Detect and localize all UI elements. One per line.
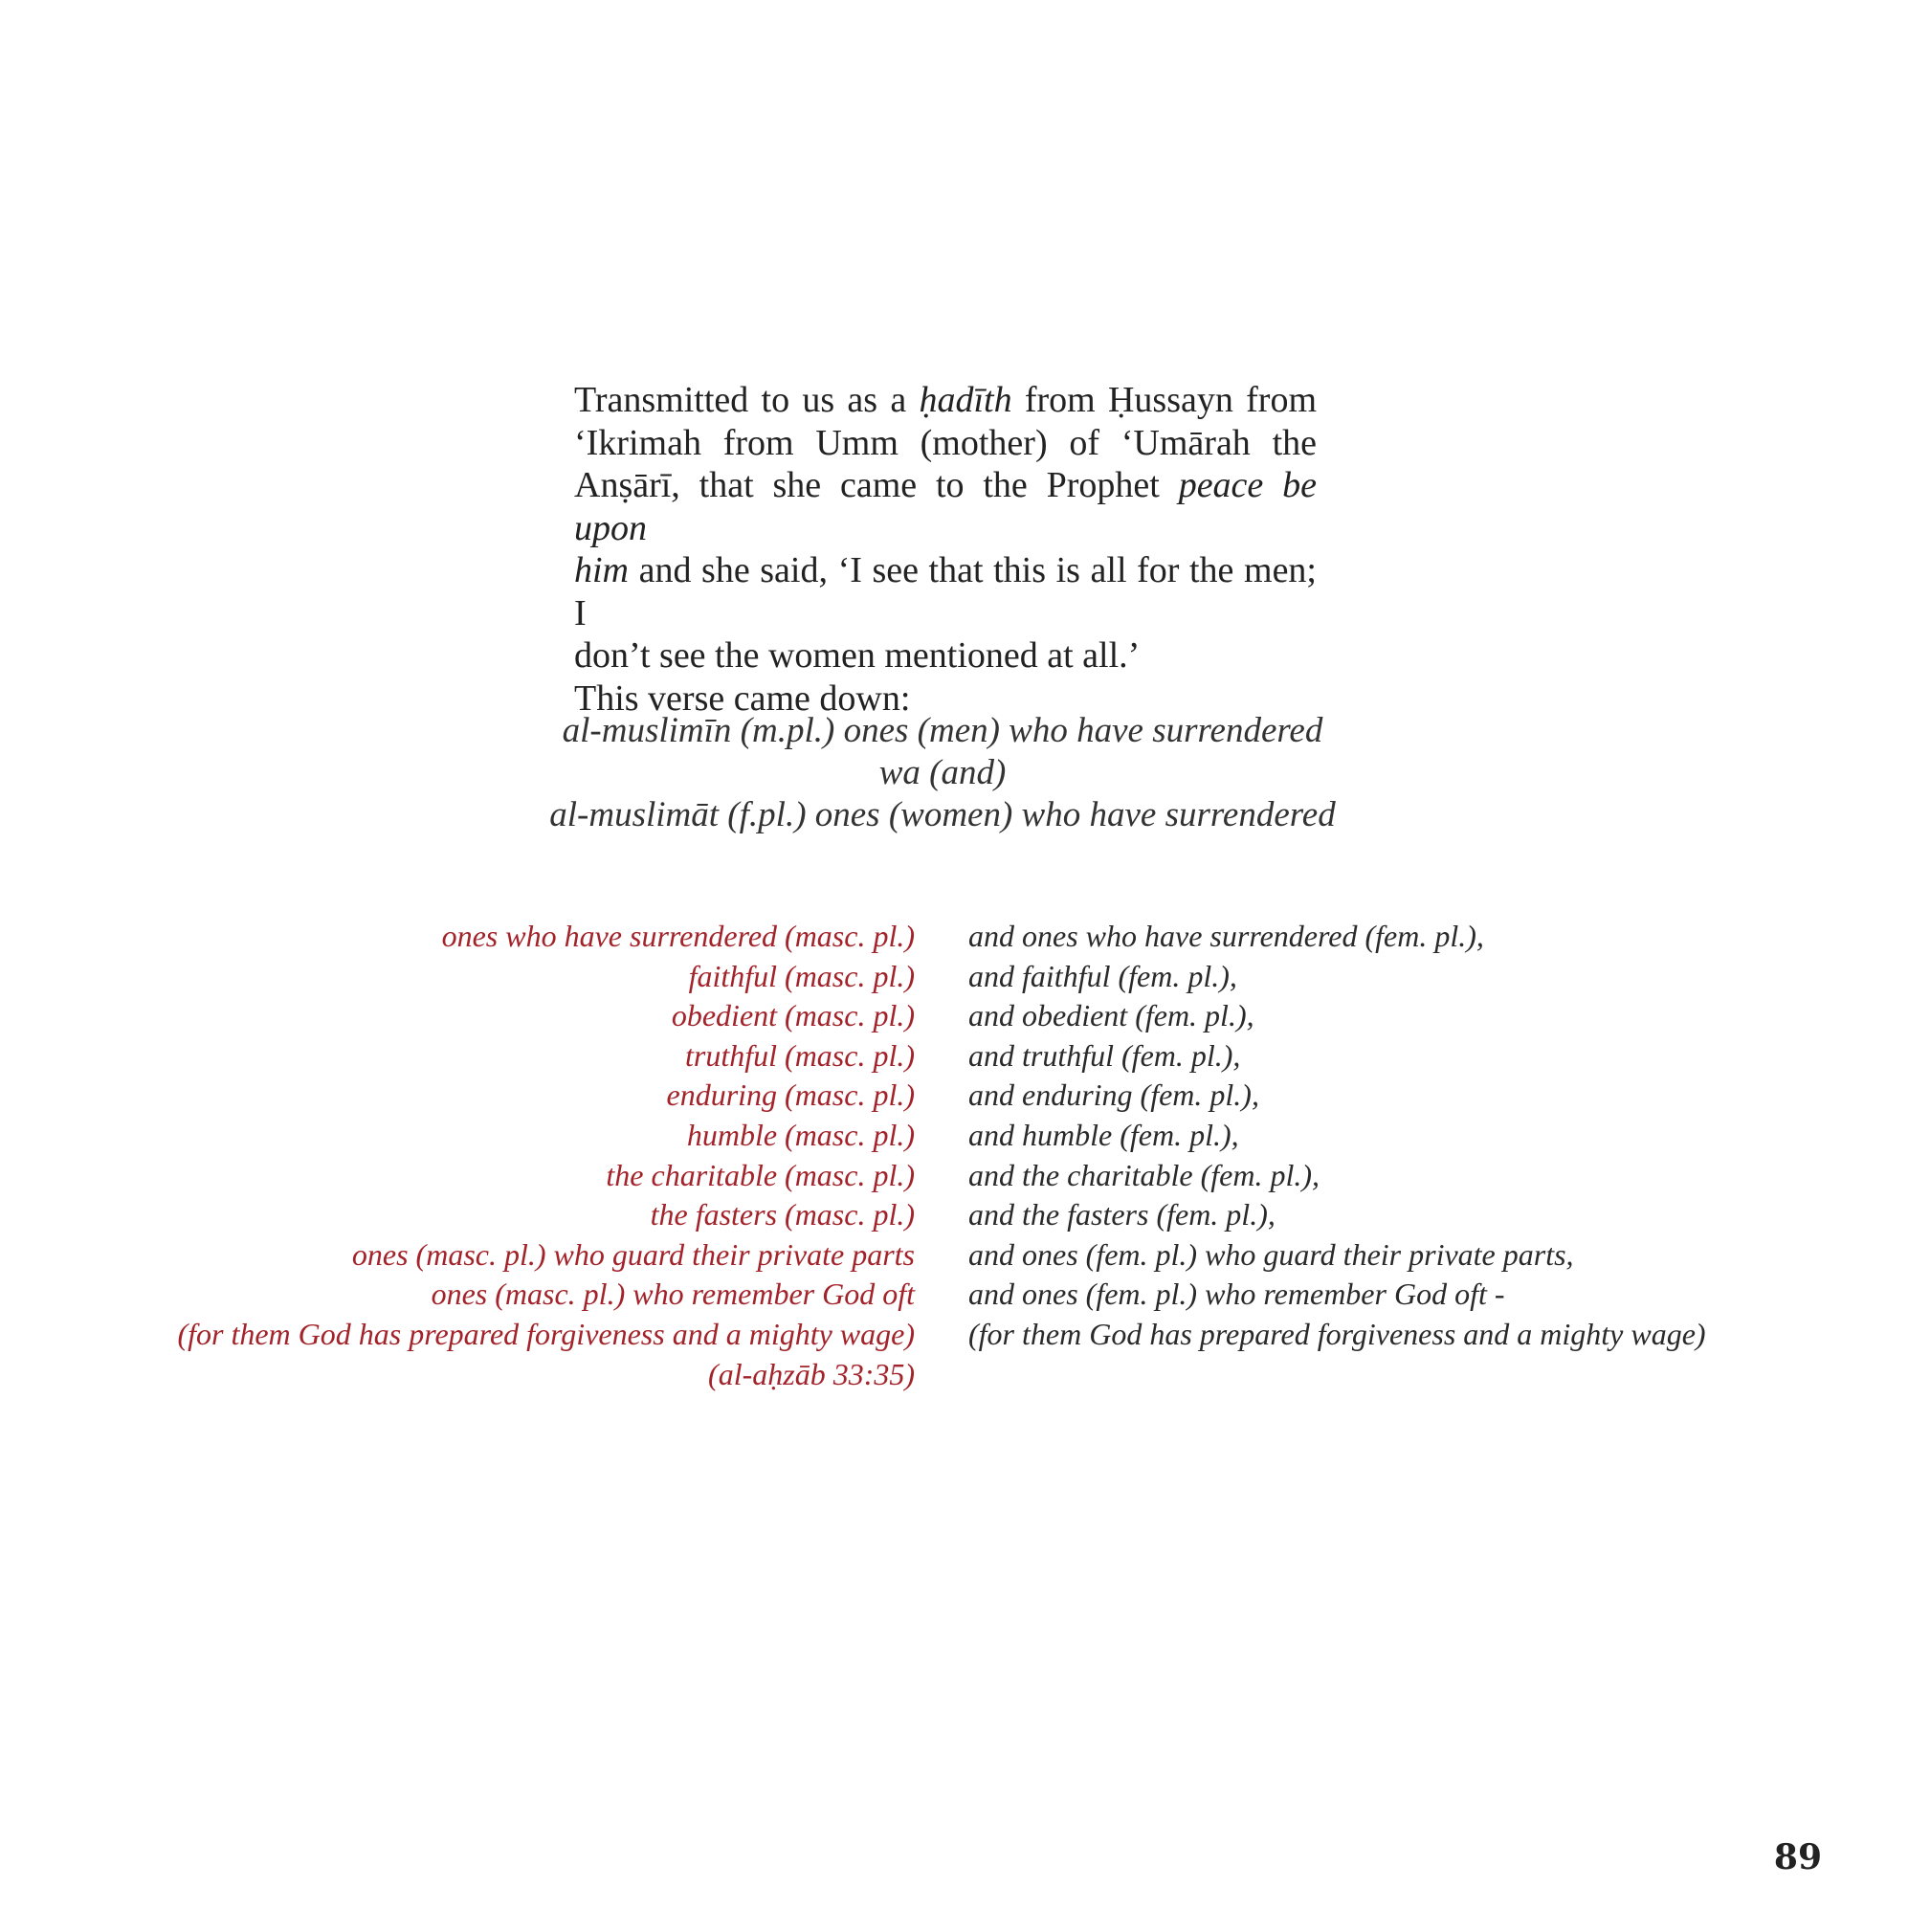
verse-row	[144, 917, 1770, 957]
column-gap	[915, 1156, 968, 1196]
verse-feminine-text: and the fasters (fem. pl.),	[968, 1197, 1276, 1232]
intro-text: and she said, ‘I see that this is all for the men; I	[574, 550, 1317, 633]
verse-feminine-text: and the charitable (fem. pl.),	[968, 1157, 1320, 1192]
intro-text: don’t see the women mentioned at all.’	[574, 635, 1141, 676]
column-gap	[915, 996, 968, 1036]
verse-row	[144, 1036, 1770, 1077]
column-gap	[915, 1036, 968, 1077]
intro-line	[574, 549, 1317, 634]
arabic-gloss	[383, 710, 1502, 836]
verse-row	[144, 996, 1770, 1036]
verse-row	[144, 1156, 1770, 1196]
gloss-conjunction-line: wa (and)	[878, 753, 1007, 792]
verse-feminine-text: (for them God has prepared forgiveness and a mighty wage)	[968, 1316, 1706, 1351]
intro-text: Transmitted to us as a	[574, 380, 920, 420]
column-gap	[915, 917, 968, 957]
verse-masculine-text: the fasters (masc. pl.)	[650, 1197, 915, 1232]
verse-masculine-text: humble (masc. pl.)	[686, 1117, 915, 1152]
intro-italic-text: peace be upon	[574, 465, 1317, 548]
intro-italic-text: ḥadīth	[919, 380, 1012, 420]
intro-line	[574, 464, 1317, 549]
intro-line	[574, 379, 1317, 422]
verse-masculine-text: ones who have surrendered (masc. pl.)	[441, 919, 915, 953]
verse-masculine-text: ones (masc. pl.) who guard their private parts	[351, 1236, 915, 1272]
verse-translation-table	[144, 917, 1770, 1394]
intro-paragraph	[574, 379, 1317, 720]
intro-text: from Ḥussayn from	[1011, 380, 1317, 420]
verse-row	[144, 1116, 1770, 1156]
verse-row	[144, 957, 1770, 997]
verse-row	[144, 1235, 1770, 1276]
column-gap	[915, 957, 968, 997]
verse-masculine-text: obedient (masc. pl.)	[671, 998, 915, 1033]
verse-masculine-text: the charitable (masc. pl.)	[606, 1157, 915, 1192]
column-gap	[915, 1235, 968, 1276]
verse-feminine-text: and ones (fem. pl.) who remember God oft -	[968, 1277, 1505, 1312]
verse-row	[144, 1195, 1770, 1235]
verse-reference: (al-aḥzāb 33:35)	[708, 1356, 915, 1391]
verse-row	[144, 1076, 1770, 1116]
intro-line	[574, 634, 1317, 677]
verse-feminine-text: and obedient (fem. pl.),	[968, 998, 1254, 1033]
verse-feminine-text: and faithful (fem. pl.),	[968, 958, 1237, 993]
verse-masculine-text: ones (masc. pl.) who remember God oft	[431, 1277, 915, 1312]
verse-feminine-text: and ones who have surrendered (fem. pl.),	[968, 919, 1484, 953]
verse-reference-row	[144, 1355, 1770, 1395]
verse-masculine-text: truthful (masc. pl.)	[685, 1037, 915, 1073]
verse-feminine-text: and enduring (fem. pl.),	[968, 1077, 1259, 1113]
verse-feminine-text: and truthful (fem. pl.),	[968, 1037, 1241, 1073]
column-gap	[915, 1275, 968, 1315]
intro-line	[574, 422, 1317, 465]
verse-feminine-text: and humble (fem. pl.),	[968, 1117, 1239, 1152]
gloss-masculine-line: al-muslimīn (m.pl.) ones (men) who have surrendered	[562, 711, 1323, 750]
verse-masculine-text: enduring (masc. pl.)	[666, 1077, 915, 1113]
column-gap	[915, 1195, 968, 1235]
page-number: 89	[1773, 1837, 1822, 1877]
column-gap	[915, 1315, 968, 1355]
intro-text: ‘Ikrimah from Umm (mother) of ‘Umārah the	[574, 422, 1317, 463]
verse-row	[144, 1275, 1770, 1315]
verse-row	[144, 1315, 1770, 1355]
intro-closing-line: This verse came down:	[574, 677, 911, 719]
verse-feminine-text: and ones (fem. pl.) who guard their private parts,	[968, 1236, 1574, 1272]
column-gap	[915, 1116, 968, 1156]
gloss-feminine-line: al-muslimāt (f.pl.) ones (women) who have surrendered	[549, 795, 1336, 834]
verse-masculine-text: faithful (masc. pl.)	[688, 958, 915, 993]
intro-text: Anṣārī, that she came to the Prophet	[574, 465, 1179, 505]
verse-masculine-text: (for them God has prepared forgiveness and a mighty wage)	[177, 1316, 915, 1351]
column-gap	[915, 1076, 968, 1116]
intro-italic-text: him	[574, 550, 629, 590]
intro-lines	[574, 379, 1317, 677]
